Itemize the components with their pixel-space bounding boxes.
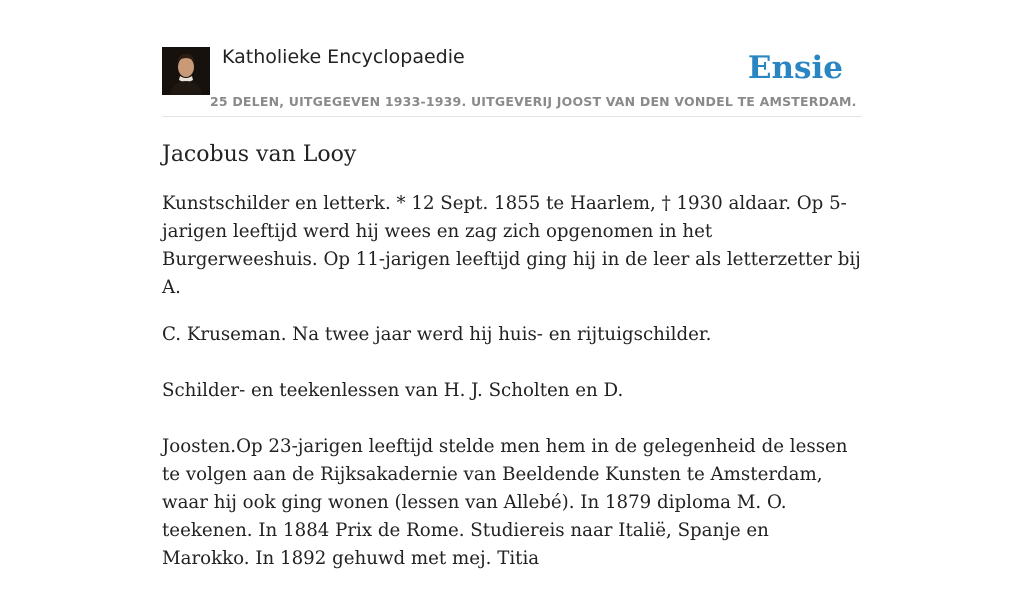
article-title: Jacobus van Looy bbox=[162, 142, 357, 167]
article bbox=[162, 140, 862, 592]
site-subtitle: 25 DELEN, UITGEGEVEN 1933-1939. UITGEVERIJ JOOST VAN DEN VONDEL TE AMSTERDAM. bbox=[210, 94, 857, 109]
portrait-avatar-icon[interactable] bbox=[162, 47, 210, 95]
article-paragraph: C. Kruseman. Na twee jaar werd hij huis- en rijtuigschilder. bbox=[162, 324, 712, 345]
ensie-logo-link[interactable]: Ensie bbox=[747, 50, 843, 86]
article-paragraph: Kunstschilder en letterk. * 12 Sept. 1855 te Haarlem, † 1930 aldaar. Op 5-jarigen leeftijd werd hij wees en zag zich opgenomen in het Burgerweeshuis. Op 11-jarigen leeftijd ging hij in de leer als letterzetter bij A. bbox=[162, 193, 861, 298]
site-title[interactable]: Katholieke Encyclopaedie bbox=[222, 46, 465, 68]
site-header bbox=[162, 44, 862, 117]
article-paragraph: Joosten.Op 23-jarigen leeftijd stelde men hem in de gelegenheid de lessen te volgen aan de Rijksakadernie van Beeldende Kunsten te Amsterdam, waar hij ook ging wonen (lessen van Allebé). In 1879 diploma M. O. teekenen. In 1884 Prix de Rome. Studiereis naar Italië, Spanje en Marokko. In 1892 gehuwd met mej. Titia bbox=[162, 436, 848, 569]
article-paragraph: Schilder- en teekenlessen van H. J. Scholten en D. bbox=[162, 380, 624, 401]
